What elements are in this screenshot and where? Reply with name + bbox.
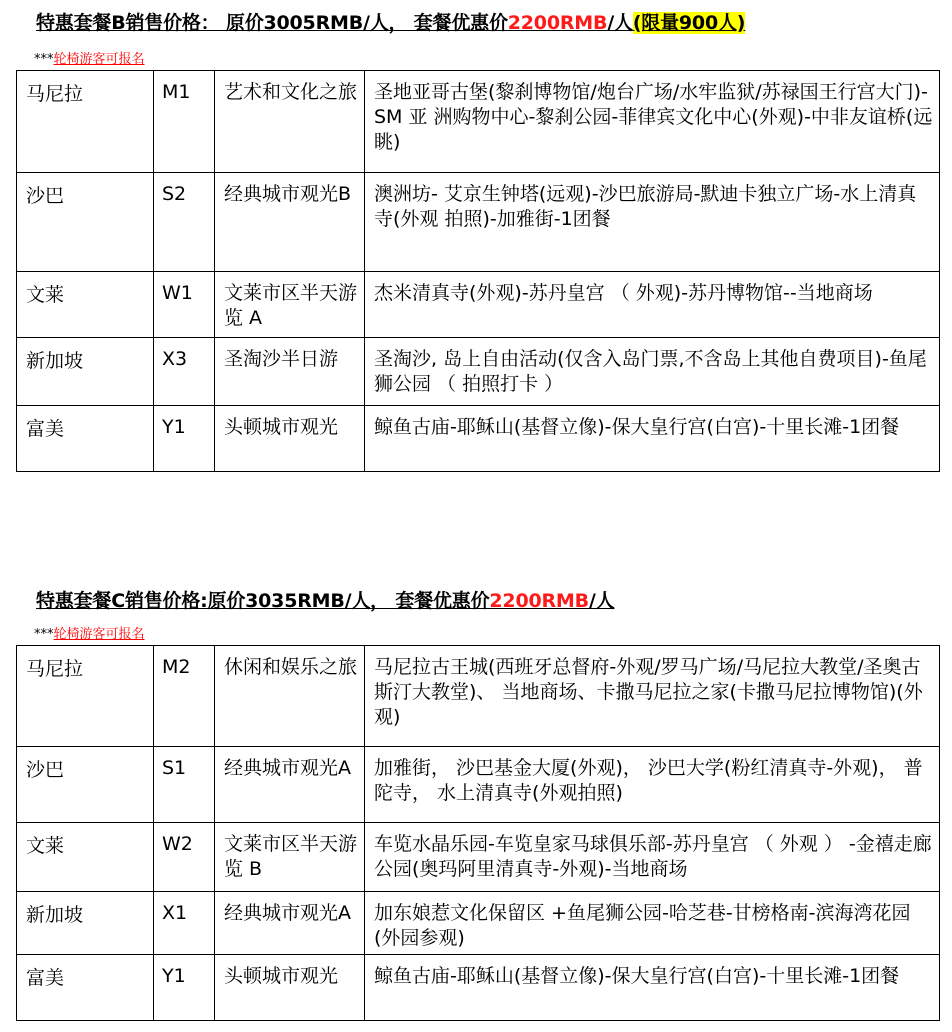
route-cell: 车览水晶乐园-车览皇家马球俱乐部-苏丹皇宫 （ 外观 ） -金禧走廊公园(奥玛阿里清真寺-外观)-当地商场 (365, 823, 940, 892)
route-cell: 鲸鱼古庙-耶稣山(基督立像)-保大皇行宫(白宫)-十里长滩-1团餐 (365, 406, 940, 472)
tour-name-cell: 经典城市观光A (215, 747, 365, 823)
tour-name-cell: 头顿城市观光 (215, 406, 365, 472)
city-cell: 文莱 (17, 272, 154, 338)
tour-name-cell: 圣淘沙半日游 (215, 338, 365, 406)
table-row (17, 406, 940, 472)
route-cell: 圣地亚哥古堡(黎刹博物馆/炮台广场/水牢监狱/苏禄国王行宫大门)-SM 亚 洲购物中心-黎刹公园-菲律宾文化中心(外观)-中非友谊桥(远眺) (365, 71, 940, 173)
route-cell: 杰米清真寺(外观)-苏丹皇宫 （ 外观)-苏丹博物馆--当地商场 (365, 272, 940, 338)
table-row (17, 173, 940, 272)
city-cell: 富美 (17, 406, 154, 472)
table-row (17, 892, 940, 955)
city-cell: 马尼拉 (17, 71, 154, 173)
tour-name-cell: 休闲和娱乐之旅 (215, 646, 365, 747)
package-b-note-stars: *** (34, 52, 54, 67)
route-cell: 加雅街， 沙巴基金大厦(外观)， 沙巴大学(粉红清真寺-外观)， 普陀寺， 水上清真寺(外观拍照) (365, 747, 940, 823)
code-cell: X1 (154, 892, 215, 955)
package-c-note (34, 627, 145, 643)
route-cell: 圣淘沙, 岛上自由活动(仅含入岛门票,不含岛上其他自费项目)-鱼尾狮公园 （ 拍照打卡 ） (365, 338, 940, 406)
package-b-limit-badge: (限量900人) (632, 12, 746, 34)
code-cell: W2 (154, 823, 215, 892)
package-c-wheelchair-link[interactable]: 轮椅游客可报名 (53, 627, 145, 642)
table-row (17, 272, 940, 338)
city-cell: 富美 (17, 955, 154, 1021)
tour-name-cell: 经典城市观光A (215, 892, 365, 955)
tour-name-cell: 经典城市观光B (215, 173, 365, 272)
package-b-wheelchair-link[interactable]: 轮椅游客可报名 (53, 52, 145, 67)
route-cell: 加东娘惹文化保留区 +鱼尾狮公园-哈芝巷-甘榜格南-滨海湾花园(外园参观) (365, 892, 940, 955)
tour-name-cell: 文莱市区半天游览 B (215, 823, 365, 892)
code-cell: M1 (154, 71, 215, 173)
city-cell: 新加坡 (17, 892, 154, 955)
city-cell: 沙巴 (17, 747, 154, 823)
city-cell: 新加坡 (17, 338, 154, 406)
tour-name-cell: 文莱市区半天游览 A (215, 272, 365, 338)
route-cell: 鲸鱼古庙-耶稣山(基督立像)-保大皇行宫(白宫)-十里长滩-1团餐 (365, 955, 940, 1021)
package-b-title-suffix: /人 (607, 12, 633, 34)
package-b-price: 2200RMB (507, 12, 608, 34)
route-cell: 澳洲坊- 艾京生钟塔(远观)-沙巴旅游局-默迪卡独立广场-水上清真寺(外观 拍照)-加雅街-1团餐 (365, 173, 940, 272)
package-b-title (36, 9, 745, 37)
tour-name-cell: 艺术和文化之旅 (215, 71, 365, 173)
package-b-title-prefix: 特惠套餐B销售价格： 原价3005RMB/人， 套餐优惠价 (36, 12, 508, 34)
code-cell: S2 (154, 173, 215, 272)
code-cell: S1 (154, 747, 215, 823)
package-c-table (16, 645, 940, 1021)
table-row (17, 955, 940, 1021)
code-cell: Y1 (154, 955, 215, 1021)
package-c-title (36, 587, 614, 615)
table-row (17, 646, 940, 747)
tour-name-cell: 头顿城市观光 (215, 955, 365, 1021)
package-c-note-stars: *** (34, 627, 54, 642)
code-cell: W1 (154, 272, 215, 338)
table-row (17, 71, 940, 173)
code-cell: Y1 (154, 406, 215, 472)
package-b-table (16, 70, 940, 472)
package-c-title-prefix: 特惠套餐C销售价格:原价3035RMB/人， 套餐优惠价 (36, 590, 490, 612)
city-cell: 文莱 (17, 823, 154, 892)
package-c-price: 2200RMB (489, 590, 589, 612)
table-row (17, 338, 940, 406)
package-b-note (34, 52, 145, 68)
code-cell: M2 (154, 646, 215, 747)
city-cell: 沙巴 (17, 173, 154, 272)
table-row (17, 823, 940, 892)
route-cell: 马尼拉古王城(西班牙总督府-外观/罗马广场/马尼拉大教堂/圣奥古斯汀大教堂)、 当地商场、卡撒马尼拉之家(卡撒马尼拉博物馆)(外观) (365, 646, 940, 747)
package-c-title-suffix: /人 (588, 590, 615, 612)
table-row (17, 747, 940, 823)
city-cell: 马尼拉 (17, 646, 154, 747)
code-cell: X3 (154, 338, 215, 406)
